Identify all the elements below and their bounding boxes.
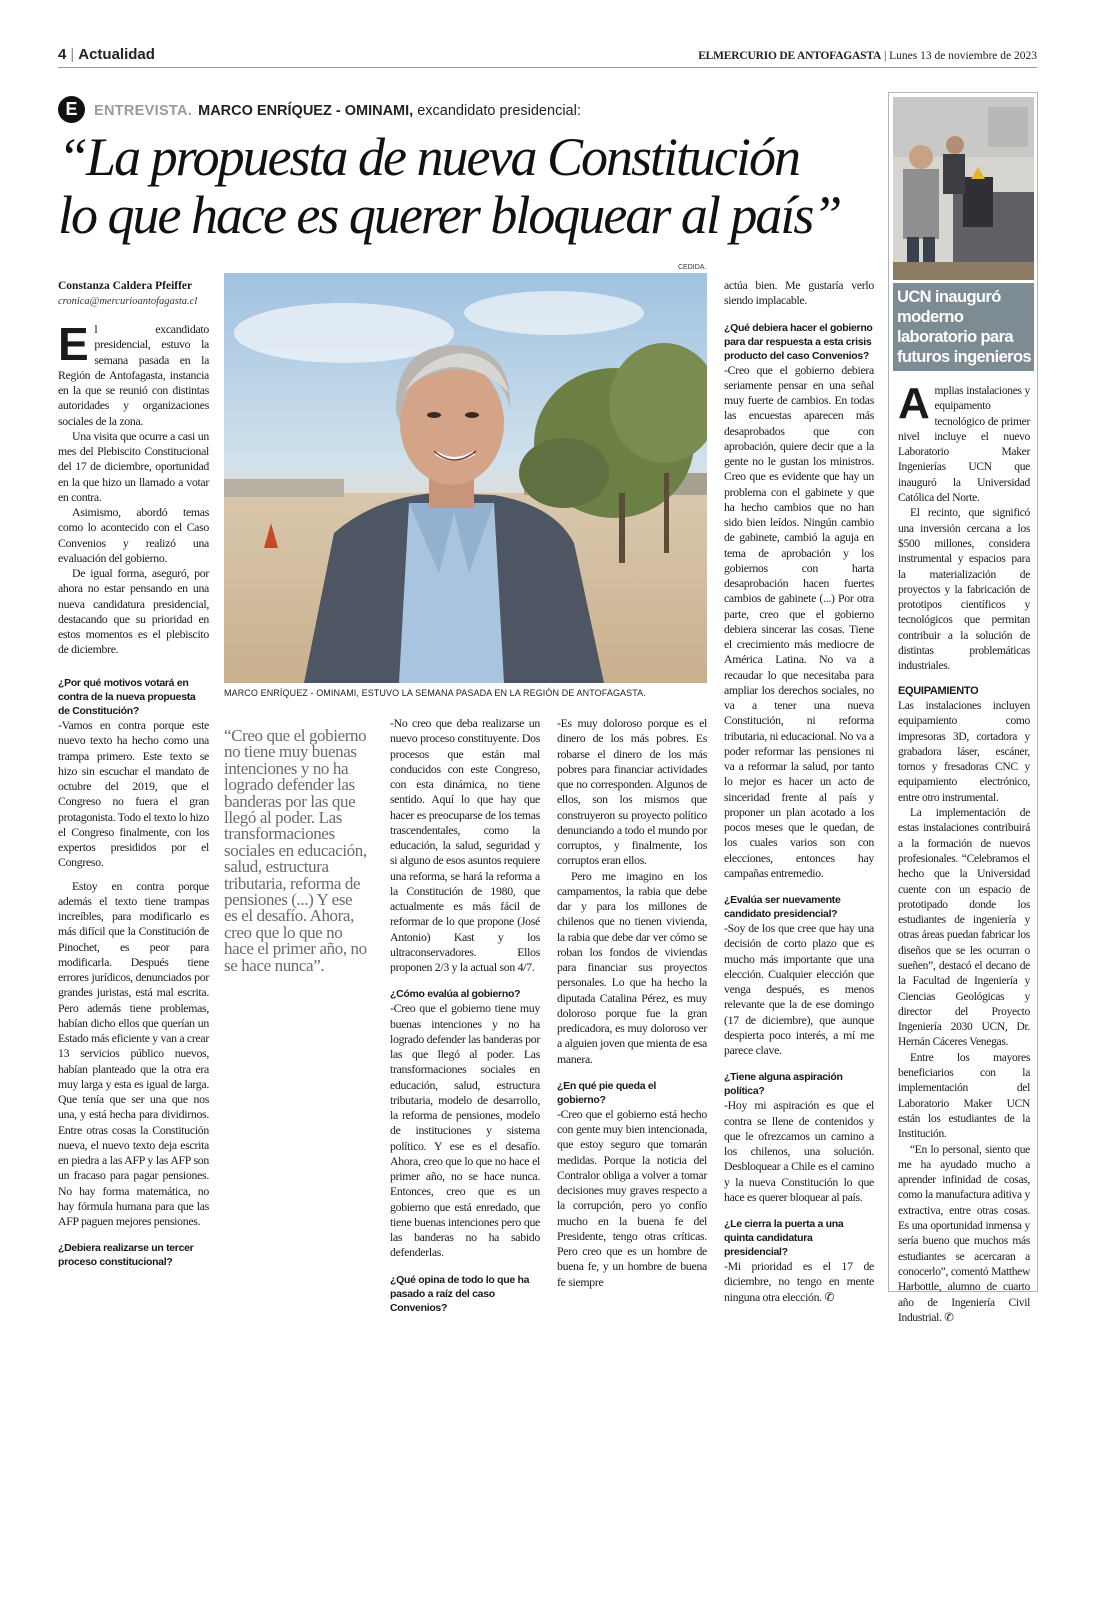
article-intro (58, 318, 209, 658)
answer-1-paragraph-2: Estoy en contra porque además el texto tiene trampas increíbles, para modificarlo es más difícil que la Constitución de Pinochet, es peor para modificarla. Después tiene errores jurídicos, denunciados por grandes juristas, está mal escrita. Pero además tiene problemas, habían dicho ellos que querían un Estado más eficiente y van a crear 13 servicios público nuevos, habían planteado que la otra era muy larga y esta es igual de larga. Que tenía que ser una que nos una, y está hecha para dividirnos. Entre otras cosas la Constitución nueva, el nuevo texto deja escrita en piedra a las AFP y las AFP son un fracaso para pagar pensiones. No hay forma matemática, no hay fórmula humana para que las AFP paguen mejores pensiones. (58, 878, 209, 1228)
header-separator-2: | (883, 50, 887, 62)
question-3: ¿Cómo evalúa al gobierno? (390, 988, 521, 1001)
headline (58, 128, 878, 244)
page-number: 4 (58, 46, 67, 63)
question-4: ¿Qué opina de todo lo que ha pasado a raíz del caso Convenios? (390, 1273, 530, 1314)
headline-line-2: lo que hace es querer bloquear al país” (58, 185, 841, 245)
byline-email: cronica@mercurioantofagasta.cl (58, 296, 198, 307)
answer-8: -Hoy mi aspiración es que el contra se llene de contenidos y que le ofrezcamos un camino a los chilenos, una solución. Desbloquear a Chile es el camino y la nueva Constitución lo que hace es querer bloquear al país. (724, 1098, 874, 1204)
question-5: ¿En qué pie queda el gobierno? (557, 1079, 657, 1106)
article-column-5 (724, 278, 874, 1305)
entrevista-badge-icon: E (58, 96, 85, 123)
answer-1-paragraph-1: -Vamos en contra porque este nuevo texto ha hecho como una trampa primero. Este texto se hizo sin escuchar el mandato de octubre del 2019, que el Congreso no fuera el gran protagonista. Todo el texto lo hizo el Congreso finalmente, con los expertos presididos por el Congreso. (58, 718, 209, 870)
issue-date: Lunes 13 de noviembre de 2023 (889, 50, 1037, 62)
question-6: ¿Qué debiera hacer el gobierno para dar respuesta a esta crisis producto del caso Convenios? (724, 321, 873, 362)
question-7: ¿Evalúa ser nuevamente candidato presidencial? (724, 894, 841, 920)
header-separator: | (70, 46, 75, 63)
kicker-role: excandidato presidencial: (413, 103, 581, 119)
pull-quote: “Creo que el gobierno no tiene muy buenas intenciones y no ha logrado defender las banderas por las que llegó al poder. Las transformaciones sociales en educación, salud, estructura tributaria, reforma de pensiones (...) Y ese es el desafío. Ahora, creo que lo que no hace el primer año, no se hace nunca”. (224, 726, 367, 975)
answer-7: -Soy de los que cree que hay una decisión de corto plazo que es mucho más importante que una elección. Cualquier elección que venga después, es menos relevante que la de ese domingo (17 de diciembre), que aunque despierta poco interés, a mí me parece clave. (724, 921, 874, 1057)
sidebar-paragraph-5: Entre los mayores beneficiarios con la implementación del Laboratorio Maker UCN están los estudiantes de la Institución. (898, 1051, 1030, 1141)
article-column-4 (557, 716, 707, 1290)
byline-author: Constanza Caldera Pfeiffer (58, 280, 193, 292)
sidebar-title: UCN inauguró moderno laboratorio para futuros ingenieros (897, 288, 1032, 366)
article-column-1 (58, 676, 209, 1269)
sidebar-paragraph-4: La implementación de estas instalaciones contribuirá a la formación de nuevos profesionales. “Celebramos el hecho que la Universidad cuente con un espacio de prototipado donde los estudiantes de ingeniería y otras áreas puedan fabricar los diseños que se les ocurran o sueñen”, destacó el decano de la Facultad de Ingeniería y Ciencias Geológicas y director del Proyecto Ingeniería 2030 UCN, Dr. Hernán Cáceres Venegas. (898, 807, 1030, 1049)
sidebar-dropcap: A (898, 379, 930, 428)
page-header-left (58, 46, 155, 63)
newspaper-name: ELMERCURIO DE ANTOFAGASTA (698, 50, 882, 62)
answer-4-paragraph-2: Pero me imagino en los campamentos, la rabia que debe dar y para los millones de chilenos que no tienen vivienda, la rabia que debe dar ver cómo se roban los fondos de viviendas para financiar sus proyectos personales. Lo que ha hecho la diputada Catalina Pérez, es muy doloroso porque fue la gran predicadora, es muy doloroso ver a alguien joven que mienta de esa manera. (557, 868, 707, 1066)
answer-5: -Creo que el gobierno está hecho con gente muy bien intencionada, que estoy seguro que tomarán medidas. Porque la noticia del Contralor obliga a volver a tomar decisiones muy graves respecto a la corrupción, pero yo confío mucho en la buena fe del Presidente, tengo otras críticas. Pero creo que es un hombre de buena fe, y un hombre de buena fe siempre (557, 1106, 707, 1289)
sidebar-paragraph-2: El recinto, que significó una inversión cercana a los $500 millones, considera instrumental y espacios para la materialización de proyectos y la fabricación de prototipos científicos y tecnológicos que permitan contribuir a la solución de distintas problemáticas industriales. (898, 507, 1030, 673)
answer-3: -Creo que el gobierno tiene muy buenas intenciones y no ha logrado defender las banderas por las que llegó al poder. Las transformaciones sociales en educación, salud, estructura tributaria, modelo de desarrollo, la reforma de pensiones, modelo de instituciones y sistema político. Y ese es el desafío. Ahora, creo que lo que no hace el primer año, no se hace nunca. Entonces, creo que es un gobierno que está enredado, que tiene buenas intenciones pero que las banderas no ha sabido defenderlas. (390, 1001, 540, 1260)
answer-4-paragraph-1: -Es muy doloroso porque es el dinero de los más pobres. Es robarse el dinero de los más pobres para financiar actividades que no corresponden. Algunos de ellos, son los mismos que construyeron su proyecto político denunciando a todo el mundo por corruptos, y finalmente, los corruptos eran ellos. (557, 716, 707, 868)
question-9: ¿Le cierra la puerta a una quinta candidatura presidencial? (724, 1218, 844, 1258)
sidebar-body (898, 379, 1030, 1326)
headline-line-1: “La propuesta de nueva Constitución (58, 127, 799, 187)
intro-paragraph-3: Asimismo, abordó temas como lo acontecido con el Caso Convenios y realizó una evaluación del gobierno. (58, 505, 209, 565)
answer-9: -Mi prioridad es el 17 de diciembre, no tengo en mente ninguna otra elección. ✆ (724, 1259, 874, 1304)
kicker-name: MARCO ENRÍQUEZ - OMINAMI, (198, 103, 414, 119)
sidebar-paragraph-3: Las instalaciones incluyen equipamiento como impresoras 3D, cortadora y grabadora láser, escáner, tornos y fresadoras CNC y equipamiento electrónico, entre otro instrumental. (898, 699, 1030, 804)
article-column-3 (390, 716, 540, 1315)
question-2: ¿Debiera realizarse un tercer proceso constitucional? (58, 1242, 194, 1269)
header-rule (58, 67, 1037, 68)
kicker-label: ENTREVISTA. (94, 103, 193, 119)
photo-caption: MARCO ENRÍQUEZ - OMINAMI, ESTUVO LA SEMANA PASADA EN LA REGIÓN DE ANTOFAGASTA. (224, 688, 646, 698)
page-header-right (698, 50, 1037, 62)
main-photo (224, 273, 707, 683)
lab-image (893, 97, 1034, 280)
answer-6: -Creo que el gobierno debiera seriamente pensar en una señal muy fuerte de cambios. En todas las encuestas aparecen más desaprobados que con aprobación, quiere decir que a la gente no le gustan los ministros. Creo que es evidente que hay un problema con el gabinete y que ha hecho cambios que no han sido bien leídos. Ningún cambio de gabinete, cambió la aguja en tema de aprobación y los gobiernos con harta desaprobación hacen fuertes cambios de gabinete (...) Por otra parte, creo que el gobierno debiera sincerar las cosas. Tiene el crecimiento más mediocre de América Latina. No va a recaudar lo que necesitaba para ampliar los derechos sociales, no va a tener una nueva Constitución, ni reforma tributaria, ni educacional. No va a poder reformar las pensiones ni va a reformar la salud, por tanto lo mejor es hacer un acto de sinceridad frente al país y proponer un plan acotado a los pocos meses que le quedan, de los cuales varios son con elecciones, entonces hay campañas entremedio. (724, 362, 874, 880)
sidebar-paragraph-6: “En lo personal, siento que me ha ayudado mucho a aprender infinidad de cosas, como la manufactura aditiva y extractiva, entre otras cosas. Es una oportunidad inmensa y sería bueno que muchos más estudiantes se acercaran a conocerlo”, comentó Matthew Harbottle, alumno de cuarto año de Ingeniería Civil Industrial. ✆ (898, 1143, 1030, 1324)
question-1: ¿Por qué motivos votará en contra de la nueva propuesta de Constitución? (58, 677, 196, 717)
sidebar-paragraph-1: mplias instalaciones y equipamento tecnológico de primer nivel incluye el nuevo Laboratorio Maker Ingenierías UCN que inauguró la Universidad Católica del Norte. (898, 385, 1030, 505)
intro-paragraph-1: l excandidato presidencial, estuvo la semana pasada en la Región de Antofagasta, instancia en la que se reunió con distintas autoridades y organizaciones sociales de la zona. (58, 322, 209, 428)
section-name: Actualidad (78, 46, 155, 63)
sidebar-photo (893, 97, 1034, 280)
portrait-image (224, 273, 707, 683)
photo-credit: CEDIDA. (678, 264, 707, 271)
answer-5-continued: actúa bien. Me gustaría verlo siendo implacable. (724, 278, 874, 308)
question-8: ¿Tiene alguna aspiración política? (724, 1071, 843, 1098)
intro-paragraph-2: Una visita que ocurre a casi un mes del Plebiscito Constitucional del 17 de diciembre, oportunidad en la que hizo un llamado a votar en contra. (58, 428, 209, 504)
intro-dropcap: E (58, 318, 89, 370)
kicker (94, 103, 581, 119)
answer-2: -No creo que deba realizarse un nuevo proceso constituyente. Dos procesos que están mal conducidos con este Congreso, con esta dinámica, no tiene sentido. Aquí lo que hay que hacer es preocuparse de los temas trascendentales, como la educación, la salud, seguridad y si alguno de esos asuntos requiere una reforma, se hará la reforma a la Constitución de 1980, que actualmente es más fácil de reformar de lo que propone (José Antonio) Kast y los ultraconservadores. Ellos proponen 2/3 y la actual son 4/7. (390, 716, 541, 974)
intro-paragraph-4: De igual forma, aseguró, por ahora no estar pensando en una nueva candidatura presidencial, destacando que su prioridad en estos momentos es el plebiscito de diciembre. (58, 566, 209, 657)
sidebar-subhead: EQUIPAMIENTO (898, 684, 979, 697)
